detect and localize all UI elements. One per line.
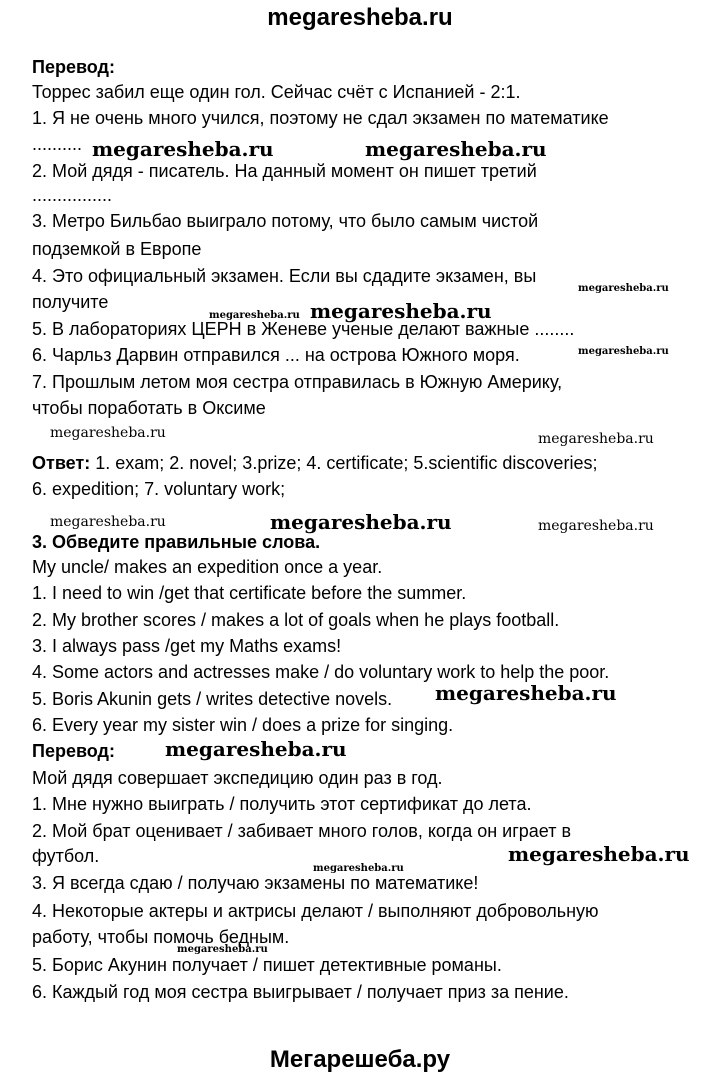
watermark: megaresheba.ru — [578, 346, 669, 357]
watermark: megaresheba.ru — [50, 514, 166, 530]
watermark: megaresheba.ru — [538, 518, 654, 534]
text-line: 1. I need to win /get that certificate before the summer. — [32, 583, 467, 603]
text-line: подземкой в Европе — [32, 239, 202, 259]
text-line: 6. Every year my sister win / does a prize for singing. — [32, 715, 454, 735]
watermark: megaresheba.ru — [165, 737, 347, 761]
answer-line-2: 6. expedition; 7. voluntary work; — [32, 479, 286, 499]
answer-line — [32, 452, 597, 474]
watermark: megaresheba.ru — [50, 425, 166, 441]
text-line: получите — [32, 292, 109, 312]
watermark: megaresheba.ru — [435, 681, 617, 705]
text-line: 6. Каждый год моя сестра выигрывает / получает приз за пение. — [32, 982, 569, 1002]
text-line: 4. Некоторые актеры и актрисы делают / выполняют добровольную — [32, 901, 599, 921]
watermark: megaresheba.ru — [92, 137, 274, 161]
text-line: 2. Мой брат оценивает / забивает много голов, когда он играет в — [32, 821, 572, 841]
text-line: ................ — [32, 185, 113, 205]
text-line: 1. Я не очень много учился, поэтому не сдал экзамен по математике — [32, 108, 609, 128]
text-line: Торрес забил еще один гол. Сейчас счёт с Испанией - 2:1. — [32, 82, 521, 102]
watermark: megaresheba.ru — [209, 310, 300, 321]
site-header: megaresheba.ru — [267, 4, 453, 31]
answer-label: Ответ: — [32, 453, 91, 473]
text-line: чтобы поработать в Оксиме — [32, 398, 266, 418]
text-line: 3. Я всегда сдаю / получаю экзамены по математике! — [32, 873, 479, 893]
text-line: 6. Чарльз Дарвин отправился ... на острова Южного моря. — [32, 345, 520, 365]
site-footer: Мегарешеба.ру — [269, 1046, 451, 1073]
text-line: 5. В лабораториях ЦЕРН в Женеве ученые делают важные ........ — [32, 319, 575, 339]
text-line: 7. Прошлым летом моя сестра отправилась в Южную Америку, — [32, 372, 563, 392]
text-line: 2. My brother scores / makes a lot of goals when he plays football. — [32, 610, 560, 630]
watermark: megaresheba.ru — [365, 137, 547, 161]
text-line: 1. Мне нужно выиграть / получить этот сертификат до лета. — [32, 794, 532, 814]
watermark: megaresheba.ru — [177, 944, 268, 955]
text-line: .......... — [32, 134, 83, 154]
text-line: Мой дядя совершает экспедицию один раз в год. — [32, 768, 443, 788]
text-line: 2. Мой дядя - писатель. На данный момент он пишет третий — [32, 161, 537, 181]
translation-heading: Перевод: — [32, 57, 115, 77]
text-line: 3. I always pass /get my Maths exams! — [32, 636, 342, 656]
translation-heading: Перевод: — [32, 741, 115, 761]
watermark: megaresheba.ru — [310, 299, 492, 323]
watermark: megaresheba.ru — [578, 283, 669, 294]
watermark: megaresheba.ru — [270, 510, 452, 534]
text-line: 4. Это официальный экзамен. Если вы сдадите экзамен, вы — [32, 266, 537, 286]
text-line: футбол. — [32, 846, 100, 866]
text-line: работу, чтобы помочь бедным. — [32, 927, 290, 947]
watermark: megaresheba.ru — [313, 863, 404, 874]
watermark: megaresheba.ru — [508, 842, 690, 866]
answer-text: 1. exam; 2. novel; 3.prize; 4. certificate; 5.scientific discoveries; — [90, 453, 598, 473]
text-line: My uncle/ makes an expedition once a year. — [32, 557, 383, 577]
text-line: 5. Борис Акунин получает / пишет детективные романы. — [32, 955, 502, 975]
watermark: megaresheba.ru — [538, 431, 654, 447]
task-heading: 3. Обведите правильные слова. — [32, 532, 321, 552]
text-line: 3. Метро Бильбао выиграло потому, что было самым чистой — [32, 211, 539, 231]
text-line: 5. Boris Akunin gets / writes detective novels. — [32, 689, 393, 709]
text-line: 4. Some actors and actresses make / do voluntary work to help the poor. — [32, 662, 610, 682]
